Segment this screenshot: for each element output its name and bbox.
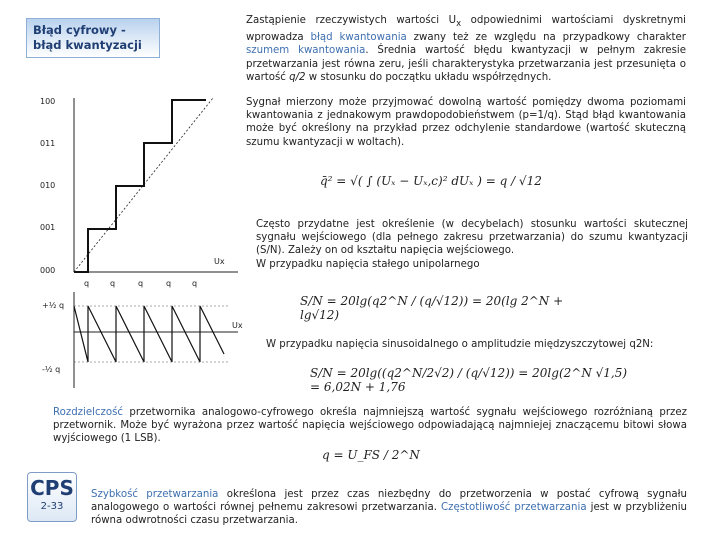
link-czestotliwosc-przetwarzania[interactable]: Częstotliwość przetwarzania	[440, 502, 587, 514]
para3b-text: W przypadku napięcia stałego unipolarnego	[256, 258, 480, 270]
para6-text-1: określona jest przez czas niezbędny do przetworzenia w postać cyfrową sygnału analogowego o wartości równej pełnemu zakresowi przetwarzania.	[91, 489, 688, 514]
para1-text-3: zwany też ze względu na przypadkowy charakter	[406, 32, 686, 44]
para1-text-2: odpowiednimi wartościami dyskretnymi wprowadza	[246, 15, 687, 44]
cps-logo-box	[27, 472, 77, 522]
link-blad-kwantowania[interactable]: błąd kwantowania	[310, 32, 407, 44]
formula-rms-noise: q̄² = √( ∫ (Uₓ − Uₓ,c)² dUₓ ) = q / √12	[320, 174, 542, 188]
paragraph-snr	[256, 218, 688, 271]
para1-sub: x	[456, 19, 462, 30]
link-szybkosc-przetwarzania[interactable]: Szybkość przetwarzania	[91, 489, 219, 500]
code-label-000: 000	[40, 266, 56, 275]
minus-half-q-label: -½ q	[42, 365, 61, 374]
para5-text: przetwornika analogowo-cyfrowego określa najmniejszą wartość sygnału wejściowego rozróżnianą przez przetwornik. Może być wyrażona przez wartość napięcia wejściowego odpowiadającą najmniejej znaczącemu bitowi słowa wyjściowego (1 LSB).	[53, 407, 687, 445]
q-tick-2: q	[110, 279, 116, 288]
paragraph-quantization-error	[246, 14, 686, 84]
para1-text-4: . Średnia wartość błędu kwantyzacji w pełnym zakresie przetwarzania jest równa zeru, jeśli charakterystyka przetwarzania jest przesunięta o wartość	[246, 45, 686, 83]
q-tick-5: q	[192, 279, 198, 288]
plus-half-q-label: +½ q	[42, 301, 65, 310]
code-label-001: 001	[40, 223, 56, 232]
title-line-1: Błąd cyfrowy -	[33, 23, 126, 37]
code-label-100: 100	[40, 97, 56, 106]
ux-label-top: Ux	[214, 257, 225, 266]
code-label-010: 010	[40, 181, 56, 190]
page-number: 2-33	[40, 501, 64, 512]
formula-snr-sine: S/N = 20lg((q2^N/2√2) / (q/√12)) = 20lg(2^N √1,5) = 6,02N + 1,76	[310, 366, 628, 394]
paragraph-speed	[91, 488, 687, 528]
error-sawtooth	[74, 306, 224, 362]
paragraph-sinusoidal: W przypadku napięcia sinusoidalnego o amplitudzie międzyszczytowej q2N:	[266, 339, 654, 350]
ux-label-bottom: Ux	[232, 321, 243, 330]
para3-text: Często przydatne jest określenie (w decybelach) stosunku wartości skutecznej sygnału wejściowego (dla pełnego zakresu przetwarzania) do szumu kwantyzacji (S/N). Zależy on od kształtu napięcia wejściowego.	[256, 219, 688, 257]
para1-text-1: Zastąpienie rzeczywistych wartości U	[246, 15, 457, 26]
quantization-diagram	[38, 92, 248, 392]
para1-text-6: w stosunku do początku układu współrzędnych.	[305, 71, 552, 83]
link-szum-kwantowania[interactable]: szumem kwantowania	[246, 45, 366, 57]
q-tick-3: q	[138, 279, 144, 288]
q-tick-1: q	[84, 279, 90, 288]
formula-q: q = U_FS / 2^N	[322, 448, 420, 462]
paragraph-signal-levels: Sygnał mierzony może przyjmować dowolną wartość pomiędzy dwoma poziomami kwantowania z jednakowym prawdopodobieństwem (p=1/q). Stąd błąd kwantowania może być określony na przykład przez odchylenie standardowe (wartość skuteczną szumu kwantyzacji w woltach).	[246, 97, 686, 148]
q-tick-4: q	[166, 279, 172, 288]
paragraph-resolution	[53, 406, 687, 446]
code-label-011: 011	[40, 139, 56, 148]
link-rozdzielczosc[interactable]: Rozdzielczość	[53, 407, 124, 418]
formula-snr-dc: S/N = 20lg(q2^N / (q/√12)) = 20(lg 2^N + lg√12)	[300, 294, 564, 322]
slide-title	[26, 18, 160, 58]
para6-text-2: jest w przybliżeniu równa odwrotności czasu przetwarzania.	[91, 502, 688, 527]
title-line-2: błąd kwantyzacji	[33, 38, 142, 52]
staircase-line	[74, 100, 206, 272]
para1-q2: q/2	[289, 71, 306, 83]
cps-logo: CPS	[30, 476, 74, 500]
